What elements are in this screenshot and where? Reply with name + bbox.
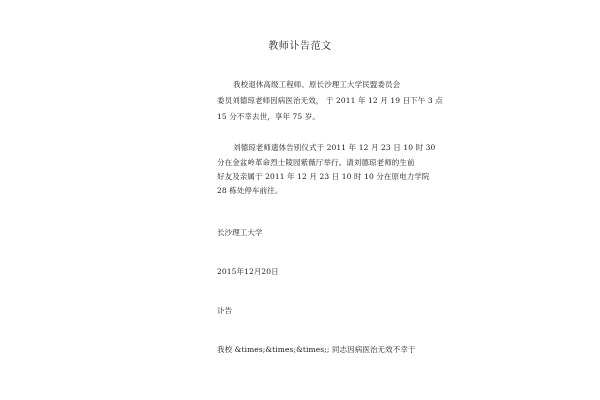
section-heading: 讣告 <box>217 306 233 315</box>
document-title: 教师讣告范文 <box>268 41 332 52</box>
paragraph-2-line-3: 好友及亲属于 2011 年 12 月 23 日 10 时 10 分在原电力学院 <box>217 172 430 181</box>
paragraph-2-line-1: 刘德琼老师遗体告别仪式于 2011 年 12 月 23 日 10 时 30 <box>233 143 436 152</box>
signature-date: 2015年12月20日 <box>217 267 279 276</box>
paragraph-1-line-1: 我校退休高级工程师、原长沙理工大学民盟委员会 <box>233 80 401 89</box>
paragraph-1-line-3: 15 分不幸去世，享年 75 岁。 <box>217 112 320 121</box>
paragraph-3-line-1: 我校 &times;&times;&times;; 同志因病医治无效不幸于 <box>217 345 416 354</box>
paragraph-2-line-4: 28 栋处停车前往。 <box>217 186 283 195</box>
paragraph-2-line-2: 分在金盆岭革命烈士陵园紫薇厅举行。请刘德琼老师的生前 <box>217 158 415 167</box>
signature-organization: 长沙理工大学 <box>217 228 263 237</box>
paragraph-1-line-2: 委员刘德琼老师因病医治无效， 于 2011 年 12 月 19 日下午 3 点 <box>217 96 443 105</box>
